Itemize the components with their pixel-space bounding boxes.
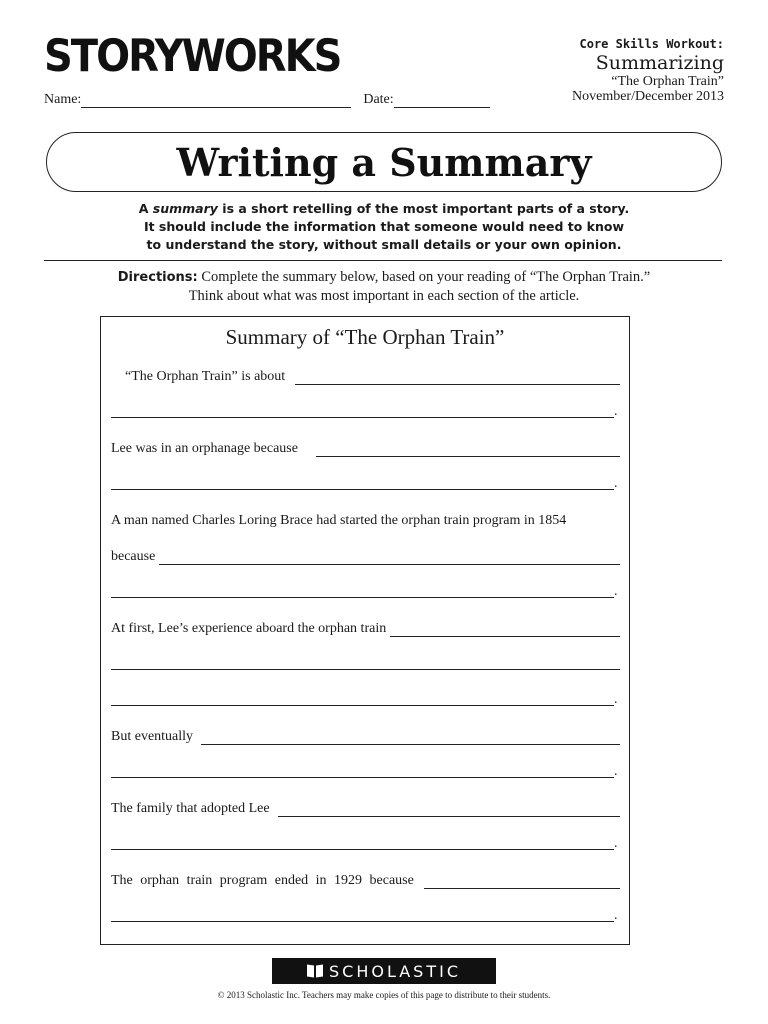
definition-rest: is a short retelling of the most important parts of a story. bbox=[217, 201, 630, 216]
summary-heading: Summary of “The Orphan Train” bbox=[225, 325, 505, 349]
definition-line-3: to understand the story, without small details or your own opinion. bbox=[146, 237, 622, 252]
prompt-5-line-2[interactable] bbox=[111, 765, 620, 778]
answer-line[interactable] bbox=[111, 765, 614, 778]
prompt-3-line-3[interactable] bbox=[111, 585, 620, 598]
publisher-name: SCHOLASTIC bbox=[329, 961, 461, 981]
prompt-4-line-3[interactable] bbox=[111, 693, 620, 706]
answer-line[interactable] bbox=[111, 585, 614, 598]
period: . bbox=[614, 764, 618, 779]
definition-term: summary bbox=[152, 201, 218, 216]
prompt-6-row[interactable] bbox=[111, 801, 620, 817]
period: . bbox=[614, 584, 618, 599]
prompt-4: At first, Lee’s experience aboard the orphan train bbox=[111, 621, 387, 636]
prompt-6-line-2[interactable] bbox=[111, 837, 620, 850]
prompt-3-line-2[interactable] bbox=[111, 549, 620, 565]
workout-label: Core Skills Workout: bbox=[579, 37, 724, 51]
directions-label: Directions: bbox=[117, 270, 198, 285]
answer-line[interactable] bbox=[424, 876, 620, 889]
period: . bbox=[614, 404, 618, 419]
answer-line[interactable] bbox=[111, 477, 614, 490]
prompt-5: But eventually bbox=[111, 729, 194, 744]
answer-line[interactable] bbox=[111, 837, 614, 850]
answer-line[interactable] bbox=[111, 693, 614, 706]
answer-line[interactable] bbox=[295, 372, 620, 385]
prompt-4-line-2[interactable] bbox=[111, 657, 620, 670]
page-title: Writing a Summary bbox=[176, 139, 592, 185]
summary-box bbox=[100, 316, 630, 945]
definition-line-2: It should include the information that someone would need to know bbox=[143, 219, 625, 234]
title-banner bbox=[46, 132, 722, 192]
prompt-6: The family that adopted Lee bbox=[111, 801, 270, 816]
definition-article: A bbox=[138, 201, 153, 216]
period: . bbox=[614, 476, 618, 491]
divider bbox=[44, 260, 722, 261]
answer-line[interactable] bbox=[111, 657, 620, 670]
answer-line[interactable] bbox=[316, 444, 620, 457]
skill-label: Summarizing bbox=[595, 52, 724, 74]
prompt-7: The orphan train program ended in 1929 because bbox=[111, 873, 414, 888]
prompt-2-row[interactable] bbox=[111, 441, 620, 457]
answer-line[interactable] bbox=[111, 405, 614, 418]
name-field[interactable] bbox=[81, 93, 351, 108]
summary-definition bbox=[44, 200, 724, 254]
article-title: “The Orphan Train” bbox=[611, 74, 724, 89]
answer-line[interactable] bbox=[201, 732, 620, 745]
answer-line[interactable] bbox=[390, 624, 620, 637]
directions-line-1: Complete the summary below, based on your reading of “The Orphan Train.” bbox=[197, 269, 651, 285]
answer-line[interactable] bbox=[111, 909, 614, 922]
prompt-3b: because bbox=[111, 549, 156, 564]
prompt-1-row[interactable] bbox=[125, 369, 620, 385]
issue-date: November/December 2013 bbox=[572, 89, 724, 104]
prompt-4-row[interactable] bbox=[111, 621, 620, 637]
prompt-1: “The Orphan Train” is about bbox=[125, 369, 286, 384]
scholastic-logo bbox=[272, 958, 496, 984]
definition-line-1 bbox=[44, 200, 724, 218]
period: . bbox=[614, 692, 618, 707]
name-date-row bbox=[44, 92, 490, 108]
name-label: Name: bbox=[44, 92, 82, 107]
copyright-notice: © 2013 Scholastic Inc. Teachers may make copies of this page to distribute to their students. bbox=[217, 990, 551, 1000]
period: . bbox=[614, 836, 618, 851]
period: . bbox=[614, 908, 618, 923]
prompt-7-row[interactable] bbox=[111, 873, 620, 889]
date-field[interactable] bbox=[394, 93, 490, 108]
prompt-1-line-2[interactable] bbox=[111, 405, 620, 418]
prompt-3: A man named Charles Loring Brace had started the orphan train program in 1854 bbox=[111, 513, 567, 528]
prompt-3-row bbox=[111, 513, 620, 529]
directions-line-2: Think about what was most important in each section of the article. bbox=[188, 288, 580, 304]
storyworks-logo: STORYWORKS bbox=[44, 30, 341, 83]
date-label: Date: bbox=[363, 92, 394, 107]
header-info bbox=[572, 36, 724, 104]
answer-line[interactable] bbox=[159, 552, 620, 565]
prompt-5-row[interactable] bbox=[111, 729, 620, 745]
open-book-icon bbox=[307, 965, 323, 977]
prompt-2-line-2[interactable] bbox=[111, 477, 620, 490]
prompt-7-line-2[interactable] bbox=[111, 909, 620, 922]
directions bbox=[44, 268, 724, 305]
prompt-2: Lee was in an orphanage because bbox=[111, 441, 298, 456]
answer-line[interactable] bbox=[278, 804, 620, 817]
